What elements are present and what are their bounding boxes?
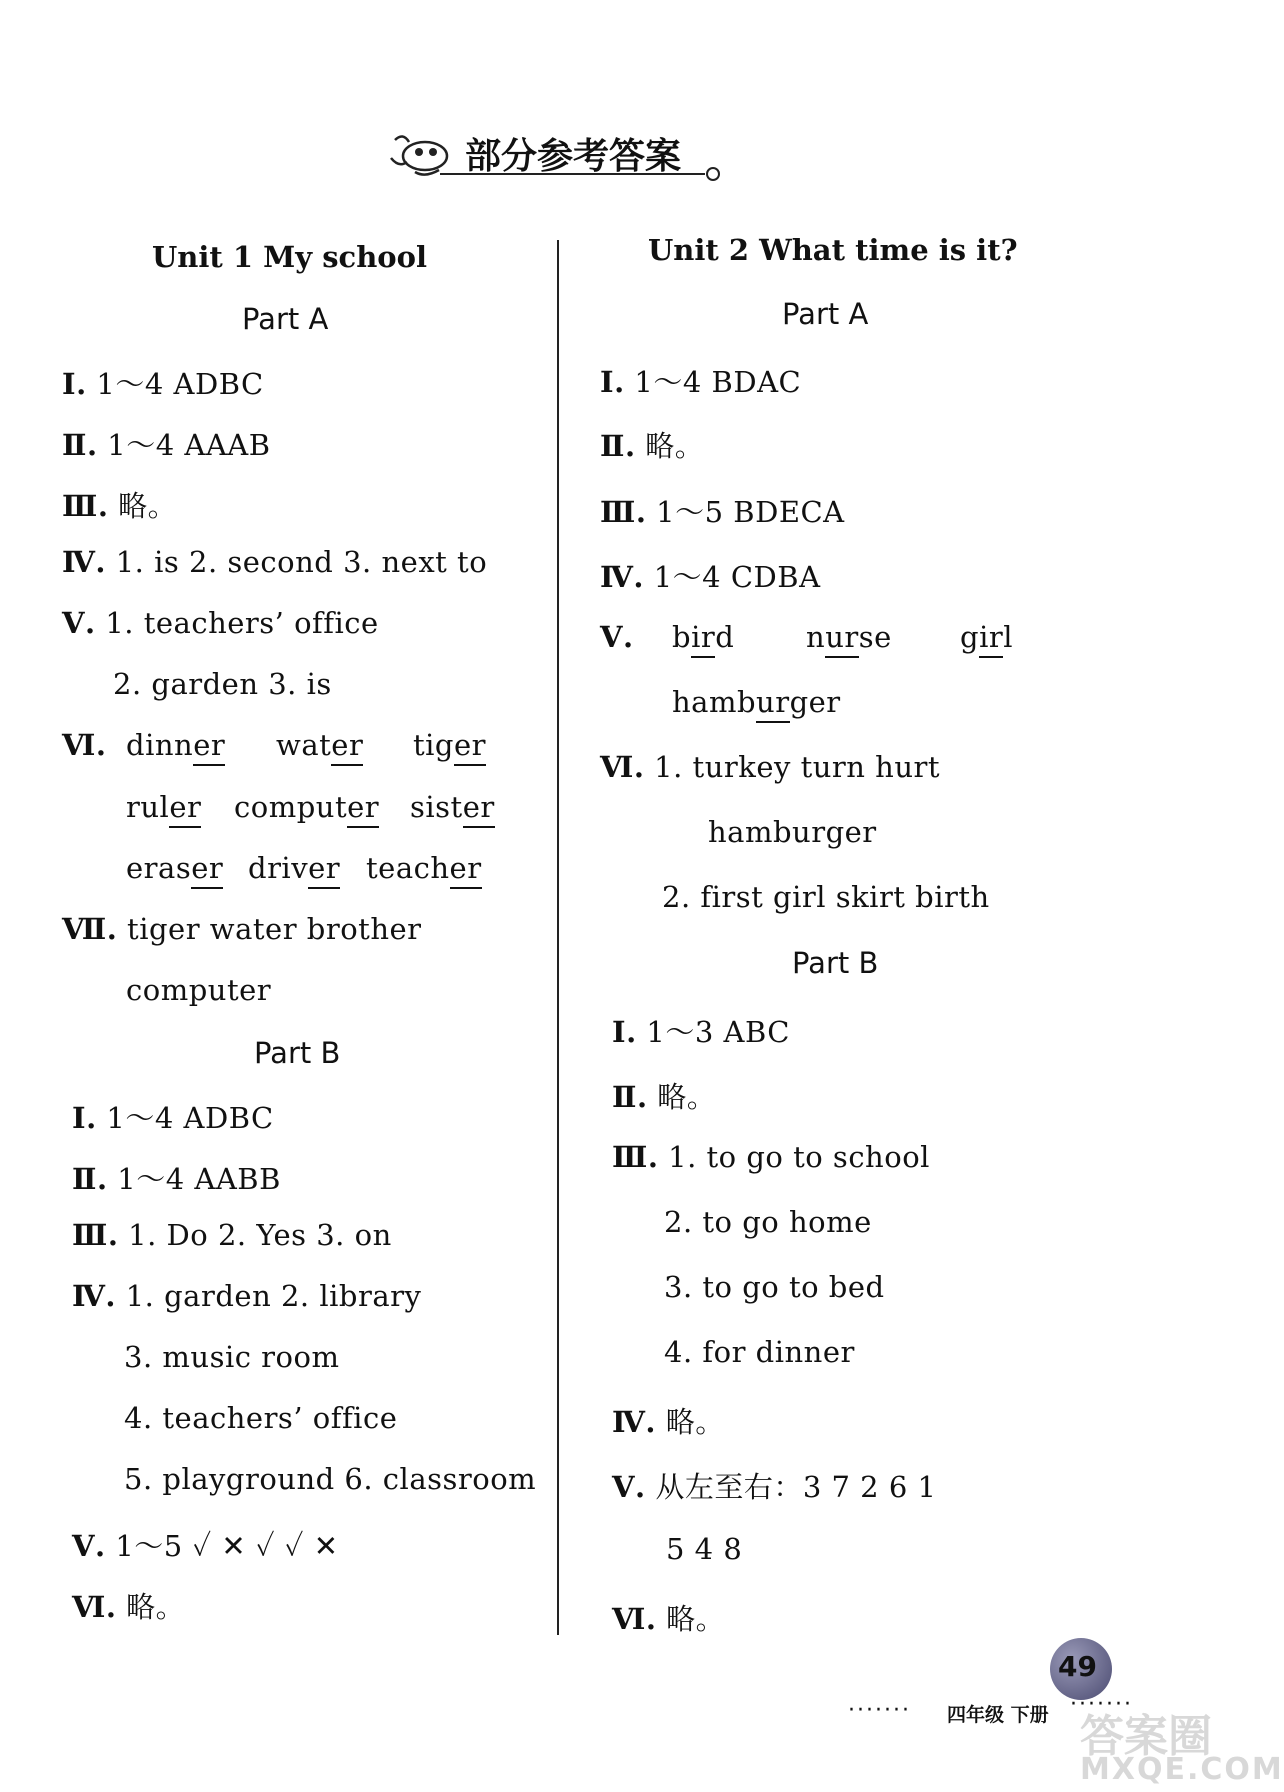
left-part-b-heading: Part B <box>254 1036 341 1070</box>
left-a-line-5 <box>62 606 379 640</box>
roman-numeral: Ⅰ. <box>600 365 625 399</box>
roman-numeral: Ⅶ. <box>62 912 118 946</box>
roman-numeral: Ⅱ. <box>62 428 98 462</box>
left-a-line-5b: 2. garden 3. is <box>113 667 332 701</box>
word-bird: bird <box>672 620 734 654</box>
roman-numeral: Ⅲ. <box>600 495 647 529</box>
answer-text: 1. turkey turn hurt <box>654 750 941 784</box>
right-b-line-3 <box>612 1140 930 1174</box>
word-ruler: ruler <box>126 790 201 824</box>
left-a-line-3 <box>62 484 177 525</box>
answer-text: 1. to go to school <box>668 1140 930 1174</box>
left-a-line-7b: computer <box>126 973 272 1007</box>
left-b-line-4c: 4. teachers’ office <box>124 1401 398 1435</box>
left-b-line-4 <box>72 1279 421 1313</box>
watermark-url: MXQE.COM <box>1080 1752 1284 1787</box>
answer-text: 略。 <box>118 489 178 523</box>
word-water: water <box>276 728 363 762</box>
unit-2-heading: Unit 2 What time is it? <box>648 233 1018 267</box>
answer-text: tiger water brother <box>127 912 422 946</box>
word-dinner: dinner <box>126 728 225 762</box>
word-nurse: nurse <box>806 620 892 654</box>
roman-numeral: Ⅴ. <box>72 1529 106 1563</box>
word-teacher: teacher <box>366 851 482 885</box>
right-b-line-3d: 4. for dinner <box>664 1335 855 1369</box>
answer-text: 1. is 2. second 3. next to <box>115 545 488 579</box>
roman-numeral: Ⅵ. <box>62 728 107 762</box>
answer-text: 略。 <box>657 1080 717 1114</box>
answer-text: 1～4 AAAB <box>107 428 271 462</box>
roman-numeral: Ⅴ. <box>612 1470 646 1504</box>
roman-numeral: Ⅳ. <box>72 1279 117 1313</box>
roman-numeral: Ⅲ. <box>72 1218 119 1252</box>
roman-numeral: Ⅴ. <box>600 620 634 654</box>
column-divider <box>557 240 559 1635</box>
footer-grade: 四年级 下册 <box>947 1704 1049 1726</box>
footer-dots-left: ······· <box>848 1698 911 1723</box>
answer-text: 1. garden 2. library <box>125 1279 422 1313</box>
footer-dots-right: ······· <box>1070 1692 1133 1717</box>
right-b-line-5b: 5 4 8 <box>666 1532 743 1566</box>
roman-numeral: Ⅳ. <box>600 560 645 594</box>
answer-text: 1～4 BDAC <box>634 365 802 399</box>
right-a-line-6 <box>600 750 940 784</box>
roman-numeral: Ⅰ. <box>612 1015 637 1049</box>
left-b-line-6 <box>72 1585 185 1626</box>
right-a-line-1 <box>600 360 801 401</box>
left-a-line-4 <box>62 545 487 579</box>
title-underline-dot <box>706 167 720 181</box>
left-part-a-heading: Part A <box>242 302 329 336</box>
roman-numeral: Ⅳ. <box>62 545 107 579</box>
watermark-logo: 答案圈 <box>1080 1711 1212 1762</box>
roman-numeral: Ⅵ. <box>600 750 645 784</box>
right-b-line-6 <box>612 1597 725 1638</box>
word-computer: computer <box>234 790 379 824</box>
roman-numeral: Ⅲ. <box>62 489 109 523</box>
left-b-line-2 <box>72 1157 281 1198</box>
left-a-line-1 <box>62 362 264 403</box>
right-a-line-6b: hamburger <box>708 815 877 849</box>
roman-numeral: Ⅱ. <box>72 1162 108 1196</box>
right-part-a-heading: Part A <box>782 297 869 331</box>
answer-text: 略。 <box>665 1405 725 1439</box>
right-a-line-2 <box>600 424 704 465</box>
roman-numeral: Ⅱ. <box>612 1080 648 1114</box>
answer-text: 1～5 BDECA <box>656 495 845 529</box>
right-b-line-1 <box>612 1010 790 1051</box>
title-underline <box>440 173 705 175</box>
right-b-line-3c: 3. to go to bed <box>664 1270 885 1304</box>
answer-text: 1～3 ABC <box>646 1015 790 1049</box>
left-b-line-1 <box>72 1096 274 1137</box>
roman-numeral: Ⅵ. <box>72 1590 117 1624</box>
word-tiger: tiger <box>413 728 486 762</box>
left-b-line-4d: 5. playground 6. classroom <box>124 1462 537 1496</box>
answer-text: 1～4 ADBC <box>106 1101 274 1135</box>
roman-numeral: Ⅵ. <box>612 1602 657 1636</box>
right-a-line-3 <box>600 490 845 531</box>
answer-text: 1～4 CDBA <box>653 560 821 594</box>
answer-text: 1. Do 2. Yes 3. on <box>128 1218 392 1252</box>
answer-text: 略。 <box>126 1590 186 1624</box>
page-title: 部分参考答案 <box>465 136 682 177</box>
answer-text: 1～5 ✓ ✕ ✓ ✓ ✕ <box>115 1529 339 1563</box>
left-a-line-2 <box>62 423 271 464</box>
roman-numeral: Ⅰ. <box>62 367 87 401</box>
left-b-line-5 <box>72 1524 339 1565</box>
right-part-b-heading: Part B <box>792 946 879 980</box>
answer-text: 略。 <box>645 429 705 463</box>
roman-numeral: Ⅰ. <box>72 1101 97 1135</box>
mascot-icon <box>385 128 457 178</box>
roman-numeral: Ⅳ. <box>612 1405 657 1439</box>
left-a-line-7 <box>62 912 422 946</box>
answer-text: 1. teachers’ office <box>105 606 379 640</box>
word-eraser: eraser <box>126 851 223 885</box>
right-a-line-6c: 2. first girl skirt birth <box>662 880 990 914</box>
page-number: 49 <box>1058 1650 1097 1683</box>
word-driver: driver <box>248 851 340 885</box>
right-b-line-5 <box>612 1465 936 1506</box>
unit-1-heading: Unit 1 My school <box>152 240 427 274</box>
right-b-line-4 <box>612 1400 725 1441</box>
word-sister: sister <box>410 790 495 824</box>
roman-numeral: Ⅴ. <box>62 606 96 640</box>
right-b-line-2 <box>612 1075 716 1116</box>
left-b-line-4b: 3. music room <box>124 1340 340 1374</box>
right-a-line-4 <box>600 555 821 596</box>
word-hamburger: hamburger <box>672 685 841 719</box>
left-b-line-3 <box>72 1218 392 1252</box>
answer-text: 1～4 AABB <box>117 1162 281 1196</box>
right-b-line-3b: 2. to go home <box>664 1205 872 1239</box>
answer-text: 略。 <box>666 1602 726 1636</box>
word-girl: girl <box>960 620 1013 654</box>
answer-text: 1～4 ADBC <box>96 367 264 401</box>
answer-text: 从左至右：3 7 2 6 1 <box>655 1470 937 1504</box>
roman-numeral: Ⅱ. <box>600 429 636 463</box>
roman-numeral: Ⅲ. <box>612 1140 659 1174</box>
